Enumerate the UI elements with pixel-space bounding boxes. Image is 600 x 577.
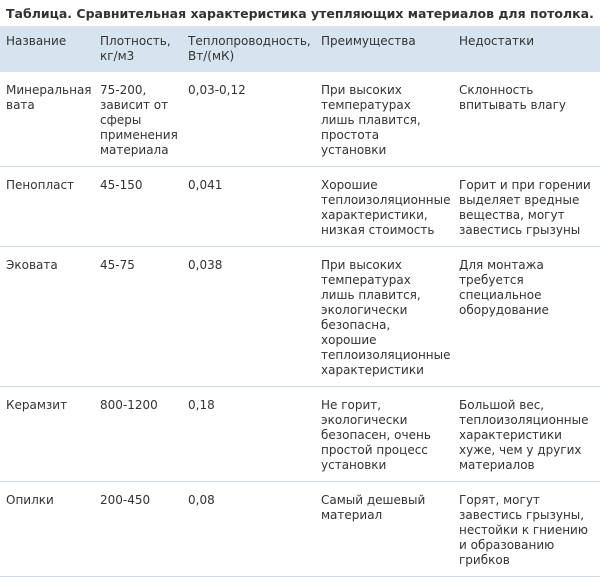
cell-disadvantages: Склонность впитывать влагу	[453, 72, 600, 167]
cell-disadvantages: Для монтажа требуется специальное оборудование	[453, 247, 600, 387]
header-disadvantages: Недостатки	[453, 26, 600, 72]
cell-conductivity: 0,03-0,12	[182, 72, 315, 167]
cell-advantages: Хорошие теплоизоляционные характеристики, низкая стоимость	[315, 167, 453, 247]
header-name: Название	[0, 26, 94, 72]
header-conductivity: Теплопроводность, Вт/(мК)	[182, 26, 315, 72]
cell-name: Керамзит	[0, 387, 94, 482]
table-header-row	[0, 26, 600, 72]
cell-disadvantages: Большой вес, теплоизоляционные характеристики хуже, чем у других материалов	[453, 387, 600, 482]
cell-conductivity: 0,041	[182, 167, 315, 247]
cell-density: 75-200, зависит от сферы применения материала	[94, 72, 182, 167]
table-row	[0, 167, 600, 247]
table-row	[0, 247, 600, 387]
cell-density: 200-450	[94, 482, 182, 577]
cell-advantages: Самый дешевый материал	[315, 482, 453, 577]
table-row	[0, 387, 600, 482]
table-row	[0, 482, 600, 577]
cell-density: 800-1200	[94, 387, 182, 482]
cell-conductivity: 0,18	[182, 387, 315, 482]
cell-name: Минеральная вата	[0, 72, 94, 167]
header-advantages: Преимущества	[315, 26, 453, 72]
comparison-table	[0, 26, 600, 577]
cell-conductivity: 0,038	[182, 247, 315, 387]
cell-density: 45-150	[94, 167, 182, 247]
cell-name: Опилки	[0, 482, 94, 577]
table-caption: Таблица. Сравнительная характеристика утепляющих материалов для потолка.	[6, 6, 594, 21]
cell-disadvantages: Горит и при горении выделяет вредные вещества, могут завестись грызуны	[453, 167, 600, 247]
header-density: Плотность, кг/м3	[94, 26, 182, 72]
cell-name: Эковата	[0, 247, 94, 387]
cell-name: Пенопласт	[0, 167, 94, 247]
cell-advantages: При высоких температурах лишь плавится, простота установки	[315, 72, 453, 167]
table-row	[0, 72, 600, 167]
cell-conductivity: 0,08	[182, 482, 315, 577]
cell-advantages: При высоких температурах лишь плавится, экологически безопасна, хорошие теплоизоляционные характеристики	[315, 247, 453, 387]
cell-disadvantages: Горят, могут завестись грызуны, нестойки к гниению и образованию грибков	[453, 482, 600, 577]
cell-advantages: Не горит, экологически безопасен, очень простой процесс установки	[315, 387, 453, 482]
cell-density: 45-75	[94, 247, 182, 387]
